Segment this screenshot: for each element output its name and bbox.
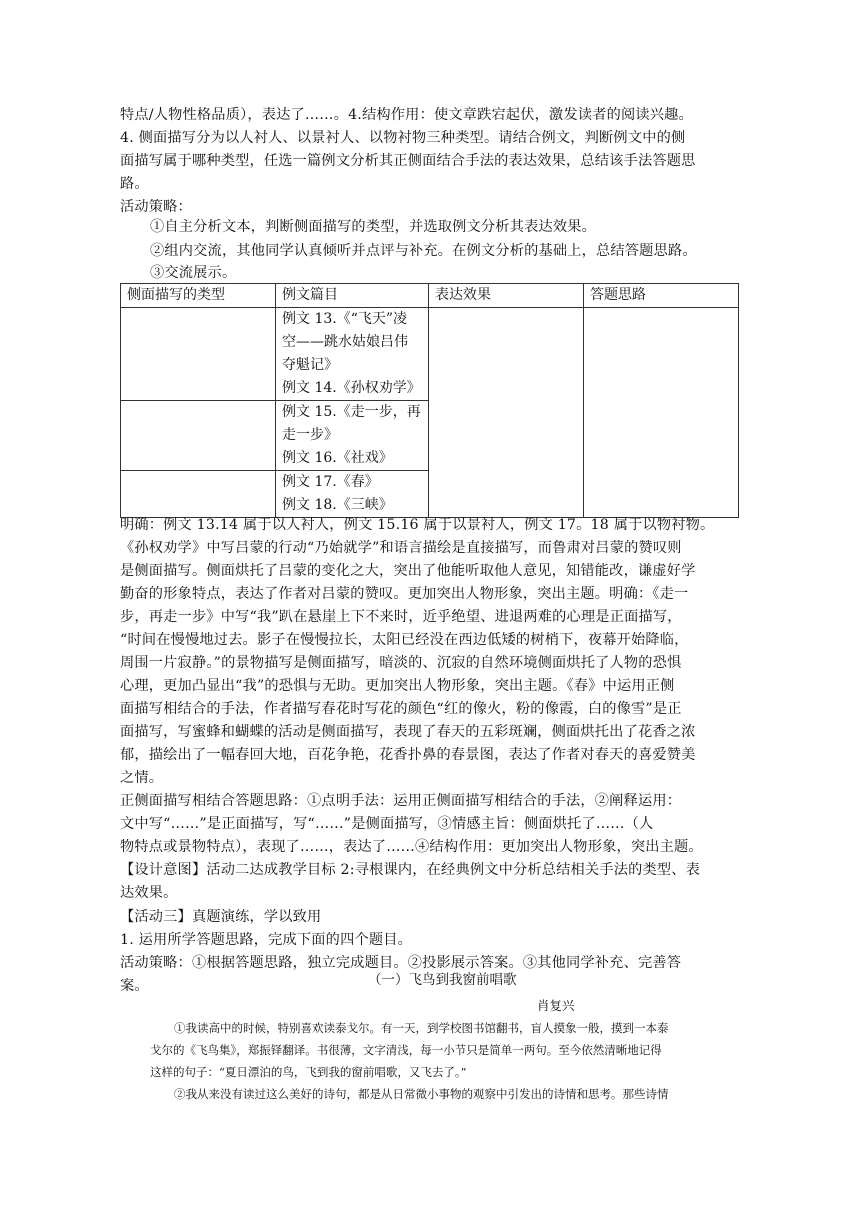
text-line: 是侧面描写。侧面烘托了吕蒙的变化之大，突出了他能听取他人意见，知错能改，谦虚好学	[120, 563, 696, 579]
reading-line: ①我读高中的时候，特别喜欢读泰戈尔。有一天，到学校图书馆翻书，盲人摸象一般，摸到一本泰	[174, 1021, 669, 1035]
strategy-step-2: ②组内交流，其他同学认真倾听并点评与补充。在例文分析的基础上，总结答题思路。	[150, 243, 697, 259]
strategy-step-3: ③交流展示。	[150, 265, 237, 281]
example-text: 例文 18.《三峡》	[282, 497, 393, 513]
reading-line: 这样的句子：“夏日漂泊的鸟，飞到我的窗前唱歌，又飞去了。”	[150, 1065, 467, 1079]
text-line: 心理，更加凸显出“我”的恐惧与无助。更加突出人物形象，突出主题。《春》中运用正侧	[120, 678, 675, 694]
activity-three-heading: 【活动三】真题演练，学以致用	[120, 909, 322, 925]
table-row	[121, 308, 739, 401]
text-line: 文中写“……”是正面描写，写“……”是侧面描写，③情感主旨：侧面烘托了……（人	[120, 816, 654, 832]
text-line: 达效果。	[120, 885, 178, 901]
text-line: “时间在慢慢地过去。影子在慢慢拉长，太阳已经没在西边低矮的树梢下，夜幕开始降临，	[120, 632, 689, 648]
reading-line: ②我从来没有读过这么美好的诗句，都是从日常微小事物的观察中引发出的诗情和思考。那些诗情	[174, 1087, 669, 1101]
table-header-cell: 答题思路	[584, 284, 739, 308]
example-text: 例文 13.《“飞天”凌	[282, 311, 408, 327]
strategy-step-1: ①自主分析文本，判断侧面描写的类型，并选取例文分析其表达效果。	[150, 219, 597, 235]
type-cell	[121, 401, 276, 471]
text-line: 路。	[120, 176, 149, 192]
design-intent: 【设计意图】活动二达成教学目标 2:寻根课内，在经典例文中分析总结相关手法的类型、表	[120, 862, 701, 878]
table-header-cell: 侧面描写的类型	[121, 284, 276, 308]
activity-strategy-label: 活动策略：	[120, 199, 192, 215]
text-line: 物特点或景物特点），表现了……，表达了……④结构作用：更加突出人物形象，突出主题。	[120, 839, 703, 855]
reading-title: （一）飞鸟到我窗前唱歌	[368, 972, 517, 988]
text-line: 案。	[120, 978, 149, 994]
example-cell	[276, 308, 429, 401]
example-text: 例文 17.《春》	[282, 474, 379, 490]
example-text: 例文 16.《社戏》	[282, 450, 393, 466]
example-text: 夺魁记》	[282, 357, 338, 373]
example-text: 例文 14.《孙权劝学》	[282, 380, 421, 396]
table-header-cell: 表达效果	[429, 284, 584, 308]
text-line: 《孙权劝学》中写吕蒙的行动“乃始就学”和语言描绘是直接描写，而鲁肃对吕蒙的赞叹则	[120, 540, 682, 556]
example-text: 空——跳水姑娘吕伟	[282, 334, 408, 350]
text-line: 面描写，写蜜蜂和蝴蝶的活动是侧面描写，表现了春天的五彩斑斓，侧面烘托出了花香之浓	[120, 724, 696, 740]
text-line: 周围一片寂静。”的景物描写是侧面描写，暗淡的、沉寂的自然环境侧面烘托了人物的恐惧	[120, 655, 682, 671]
example-cell	[276, 401, 429, 471]
text-line: 勤奋的形象特点，表达了作者对吕蒙的赞叹。更加突出人物形象，突出主题。明确：《走一	[120, 586, 689, 602]
example-text: 例文 15.《走一步，再	[282, 404, 421, 420]
text-line: 步，再走一步》中写“我”趴在悬崖上下不来时，近乎绝望、进退两难的心理是正面描写，	[120, 609, 682, 625]
analysis-table	[120, 283, 739, 518]
example-cell	[276, 471, 429, 518]
reading-line: 戈尔的《飞鸟集》，郑振铎翻译。书很薄，文字清浅，每一小节只是简单一两句。至今依然清晰地记得	[150, 1043, 662, 1057]
text-line: 正侧面描写相结合答题思路：①点明手法：运用正侧面描写相结合的手法，②阐释运用：	[120, 793, 682, 809]
text-line: 4. 侧面描写分为以人衬人、以景衬人、以物衬物三种类型。请结合例文，判断例文中的侧	[120, 130, 686, 146]
type-cell	[121, 471, 276, 518]
effect-cell	[429, 308, 584, 518]
text-line: 特点/人物性格品质），表达了……。4.结构作用：使文章跌宕起伏，激发读者的阅读兴趣。	[120, 107, 693, 123]
text-line: 1. 运用所学答题思路，完成下面的四个题目。	[120, 932, 413, 948]
reading-author: 肖复兴	[537, 998, 575, 1013]
approach-cell	[584, 308, 739, 518]
text-line: 面描写相结合的手法，作者描写春花时写花的颜色“红的像火，粉的像霞，白的像雪”是正	[120, 701, 682, 717]
text-line: 之情。	[120, 770, 164, 786]
text-line: 明确：例文 13.14 属于以人衬人，例文 15.16 属于以景衬人，例文 17。18 属于以物衬物。	[120, 517, 715, 533]
example-text: 走一步》	[282, 427, 338, 443]
table-header-row	[121, 284, 739, 308]
table-header-cell: 例文篇目	[276, 284, 429, 308]
text-line: 郁，描绘出了一幅春回大地，百花争艳，花香扑鼻的春景图，表达了作者对春天的喜爱赞美	[120, 747, 696, 763]
text-line: 活动策略：①根据答题思路，独立完成题目。②投影展示答案。③其他同学补充、完善答	[120, 955, 682, 971]
type-cell	[121, 308, 276, 401]
text-line: 面描写属于哪种类型，任选一篇例文分析其正侧面结合手法的表达效果，总结该手法答题思	[120, 153, 696, 169]
